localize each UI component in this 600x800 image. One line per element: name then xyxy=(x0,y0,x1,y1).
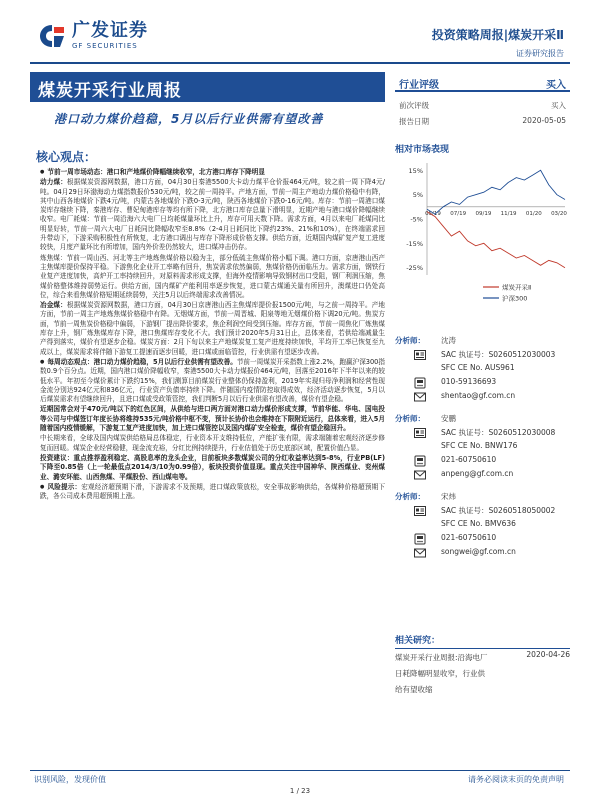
analyst-sfc-row xyxy=(395,519,570,533)
y-tick-label: -15% xyxy=(406,239,423,248)
related-research-title: 相关研究： xyxy=(395,633,570,649)
y-tick-label: 15% xyxy=(408,166,423,175)
report-date-value: 2020-05-05 xyxy=(522,116,566,125)
telephone-icon xyxy=(413,377,427,389)
rating-value: 买入 xyxy=(546,80,566,91)
analyst-name-row xyxy=(395,413,570,427)
gf-logo xyxy=(38,22,148,50)
analyst-phone: 010-59136693 xyxy=(441,377,497,386)
key-point-text: 节前一周煤炭开采指数上涨2.2%，跑赢沪深300指数0.9个百分点。近期，国内港口煤价降幅收窄，秦港5500大卡动力煤报价464元/吨，回落至2016年下半年以来的较低水平。年初至今煤价累计下跌约15%，我们测算目前煤炭行业整体仍保持盈利，2019年实现归母净利润和经营性现金流分别达924亿元和836亿元，行业资产负债率持续下降。伴随国内疫情防控取得成效，经济活动逐步恢复，5月以后煤炭需求有望继续回升，且进口煤或受政策管控，我们判断5月以后行业供需有望改善，煤价有望企稳。 xyxy=(40,357,385,404)
analyst-phone-row xyxy=(395,455,570,469)
id-card-icon xyxy=(413,505,427,517)
related-research-date: 2020-04-26 xyxy=(526,650,570,659)
key-point-paragraph xyxy=(40,483,385,502)
key-point-paragraph xyxy=(40,301,385,357)
analyst-sac: SAC 执证号：S0260512030008 xyxy=(441,428,556,437)
header-subtitle: 证券研究报告 xyxy=(516,49,564,58)
key-point-paragraph xyxy=(40,358,385,404)
key-points-title: 核心观点： xyxy=(36,150,97,164)
x-tick-label: 05/19 xyxy=(425,210,441,217)
analyst-sfc: SFC CE No. BNW176 xyxy=(441,441,518,450)
key-points-body xyxy=(40,168,385,502)
analyst-email-row xyxy=(395,391,570,405)
key-point-heading: 近期国常会对于470元/吨以下的红色区间，从供给与进口两方面对港口动力煤价形成支撑，节前华能、华电、国电投等公司与中煤签订年度长协将维持535元/吨价格中枢不变，预计长协价也会维持在下限附近运行，总体来看，进入5月随着国内疫情缓解，下游复工复产进度加快，加上进口煤管控以及国内煤矿安全检查，煤价有望企稳回升。 xyxy=(40,405,385,433)
logo-en-text: GF SECURITIES xyxy=(72,42,138,50)
key-point-text: 根据煤炭资源网数据，港口方面，04月30日京唐港山西主焦煤库提价报1500元/吨，与之前一周持平。产地方面，节前一周主产地炼焦煤价格稳中有降。无烟煤方面，节前一周晋城、阳泉等地无烟煤价格下调20元/吨。焦炭方面，节前一周焦炭价格稳中偏弱，下游钢厂提出降价要求，焦企利润空间受到压缩。库存方面，节前一周焦化厂炼焦煤库存上升，钢厂炼焦煤库存下降，港口焦煤库存变化不大。我们预计2020年5月31日止，总体来看，若供给端减量生产得到落实，煤价有望逐步企稳。煤炭方面：2月下旬以来主产地煤炭复工复产进度持续加快，平均开工率已恢复至九成以上，煤炭需求将伴随下游复工提速而逐步回暖，进口煤或面临管控，行业供需有望逐步改善。 xyxy=(40,301,386,356)
key-point-heading: 投资建议：重点推荐盈利稳定、高股息率的龙头企业，目前板块多数煤炭公司的分红收益率达到5-8%，行业PB(LF)下降至0.85倍（上一轮最低点2014/3/10为0.99倍），板块投资价值显现。重点关注中国神华、陕西煤业、兖州煤业、潞安环能、山西焦煤、平煤股份、西山煤电等。 xyxy=(40,453,385,481)
related-research-line: 给有望收缩 xyxy=(395,685,433,694)
related-research-line[interactable]: 煤炭开采行业周报:沿海电厂 xyxy=(395,653,488,662)
y-tick-label: -25% xyxy=(406,264,423,273)
key-point-heading: 动力煤： xyxy=(40,178,67,187)
analyst-phone-row xyxy=(395,533,570,547)
analyst-name: 宋炜 xyxy=(441,492,456,501)
analyst-block xyxy=(395,491,570,561)
chart-title: 相对市场表现 xyxy=(395,145,450,155)
relative-performance-chart xyxy=(395,155,570,315)
rating-label: 行业评级 xyxy=(399,80,439,91)
analyst-section xyxy=(395,335,570,569)
y-tick-label: 5% xyxy=(412,191,423,200)
analyst-name: 沈涛 xyxy=(441,336,456,345)
related-research-line: 日耗降幅明显收窄，行业供 xyxy=(395,669,485,678)
logo-cn-text: 广发证券 xyxy=(72,20,148,41)
page-number: 1 / 23 xyxy=(289,787,311,795)
analyst-phone: 021-60750610 xyxy=(441,533,497,542)
analyst-name-row xyxy=(395,491,570,505)
telephone-icon xyxy=(413,455,427,467)
x-tick-label: 03/20 xyxy=(551,210,567,217)
key-point-paragraph xyxy=(40,454,385,482)
x-tick-label: 07/19 xyxy=(450,210,467,217)
analyst-sac-row xyxy=(395,349,570,363)
analyst-sac: SAC 执证号：S0260512030003 xyxy=(441,350,556,359)
key-point-heading: 冶金煤： xyxy=(40,301,67,310)
key-point-text: 根据煤炭资源网数据，港口方面，04月30日秦港5500大卡动力煤平仓价报464元/吨，较之前一周下降4元/吨。04月29日环渤海动力煤指数报价530元/吨，较之前一周持平。产地方面，节前一周主产地动力煤价格稳中有降，其中山西各地煤价下跌4元/吨，内蒙古各地煤价下跌0-3元/吨，陕西各地煤价下跌0-16元/吨。库存：节前一周港口煤炭库存继续下降，秦港库存、曹妃甸港库存等均有所下降，北方港口库存总量下滑明显，近期产地与港口煤价降幅继续收窄。电厂耗煤：节前一周沿海六大电厂日均耗煤量环比上升，库存可用天数下降。需求方面，4月以来电厂耗煤同比明显好转，节前一周六大电厂日耗同比降幅收窄至8.8%（2-4月日耗同比下降约23%、21%和10%），在终端需求回升带动下，下游采购积极性有所恢复，北方港口调出与库存下降形成价格支撑。供给方面，近期国内煤矿复产复工进度较快，月度产量环比有所增加，国内外价差仍然较大，进口煤冲击仍存。 xyxy=(40,178,385,252)
analyst-label: 分析师： xyxy=(395,336,425,345)
email-icon xyxy=(413,547,427,559)
report-title-band xyxy=(30,72,385,102)
footer-disclaimer: 请务必阅读末页的免责声明 xyxy=(468,775,564,784)
id-card-icon xyxy=(413,427,427,439)
rating-header xyxy=(395,72,570,92)
analyst-label: 分析师： xyxy=(395,492,425,501)
report-title: 煤炭开采行业周报 xyxy=(38,81,182,101)
key-point-text: 宏观经济超预期下滑，下游需求不及预期，进口煤政策放松，安全事故影响供给，各煤种价格超预期下跌，各公司成本费用超预期上涨。 xyxy=(40,482,385,501)
legend-label: 沪深300 xyxy=(502,294,528,303)
key-point-text: 炼焦煤：节前一周山西、河北等主产地炼焦煤价格以稳为主，部分低硫主焦煤价格小幅下调。港口方面，京唐港山西产主焦煤库提价保持平稳。下游焦化企业开工率略有回升，焦炭需求依然偏弱，焦煤价格仍面临压力。需求方面，钢铁行业复产进度加快，高炉开工率持续回升，对原料需求形成支撑，但海外疫情影响导致钢材出口受阻，钢厂利润压缩，焦煤价格整体维持弱势运行。供给方面，国内煤矿产能利用率逐步恢复，进口蒙古煤通关量有所回升，澳煤进口仍处高位，综合来看焦煤价格短期延续弱势，关注5月以后终端需求改善情况。 xyxy=(40,253,385,299)
analyst-block xyxy=(395,335,570,405)
analyst-phone-row xyxy=(395,377,570,391)
analyst-sac-row xyxy=(395,427,570,441)
analyst-email-row xyxy=(395,469,570,483)
key-point-heading: 每周动态观点：港口动力煤价趋稳，5月以后行业供需有望改善。 xyxy=(47,357,237,366)
series-line-1 xyxy=(427,170,565,214)
analyst-sfc: SFC CE No. BMV636 xyxy=(441,519,516,528)
analyst-sfc: SFC CE No. AUS961 xyxy=(441,363,515,372)
analyst-email[interactable]: shentao@gf.com.cn xyxy=(441,391,516,400)
y-tick-label: -5% xyxy=(410,215,423,224)
prev-rating-label: 前次评级 xyxy=(399,101,429,110)
x-tick-label: 11/19 xyxy=(500,210,517,217)
header-title: 投资策略周报|煤炭开采Ⅱ xyxy=(431,28,564,42)
key-point-paragraph xyxy=(40,405,385,433)
footer-slogan: 识别风险，发现价值 xyxy=(34,775,106,784)
footer-divider xyxy=(30,770,570,771)
header-divider xyxy=(30,62,570,64)
report-date-label: 报告日期 xyxy=(399,117,429,126)
x-tick-label: 09/19 xyxy=(475,210,492,217)
analyst-sfc-row xyxy=(395,363,570,377)
key-point-paragraph xyxy=(40,168,385,177)
series-line-0 xyxy=(427,212,565,268)
analyst-email-row xyxy=(395,547,570,561)
key-point-heading: 节前一周市场动态：港口和产地煤价降幅继续收窄，北方港口库存下降明显 xyxy=(47,168,265,176)
legend-label: 煤炭开采Ⅱ xyxy=(502,283,532,292)
analyst-phone: 021-60750610 xyxy=(441,455,497,464)
analyst-sac: SAC 执证号：S0260518050002 xyxy=(441,506,556,515)
id-card-icon xyxy=(413,349,427,361)
analyst-email[interactable]: songwei@gf.com.cn xyxy=(441,547,516,556)
key-point-heading: 风险提示： xyxy=(47,482,82,491)
email-icon xyxy=(413,391,427,403)
analyst-sfc-row xyxy=(395,441,570,455)
key-point-paragraph xyxy=(40,434,385,453)
analyst-sac-row xyxy=(395,505,570,519)
report-subtitle: 港口动力煤价趋稳，5月以后行业供需有望改善 xyxy=(54,112,324,126)
key-point-paragraph xyxy=(40,178,385,252)
key-point-paragraph xyxy=(40,254,385,300)
prev-rating-value: 买入 xyxy=(551,101,566,110)
x-tick-label: 01/20 xyxy=(525,210,542,217)
analyst-name-row xyxy=(395,335,570,349)
gf-logo-icon xyxy=(38,23,66,49)
analyst-block xyxy=(395,413,570,483)
analyst-email[interactable]: anpeng@gf.com.cn xyxy=(441,469,514,478)
analyst-name: 安鹏 xyxy=(441,414,456,423)
key-point-text: 中长期来看，全球及国内煤炭供给格局总体稳定，行业资本开支维持低位，产能扩张有限，需求端随着宏观经济逐步修复而回暖。煤炭企业经营稳健，现金流充裕，分红比例持续提升，行业估值处于历史底部区域，配置价值凸显。 xyxy=(40,434,385,452)
telephone-icon xyxy=(413,533,427,545)
analyst-label: 分析师： xyxy=(395,414,425,423)
email-icon xyxy=(413,469,427,481)
